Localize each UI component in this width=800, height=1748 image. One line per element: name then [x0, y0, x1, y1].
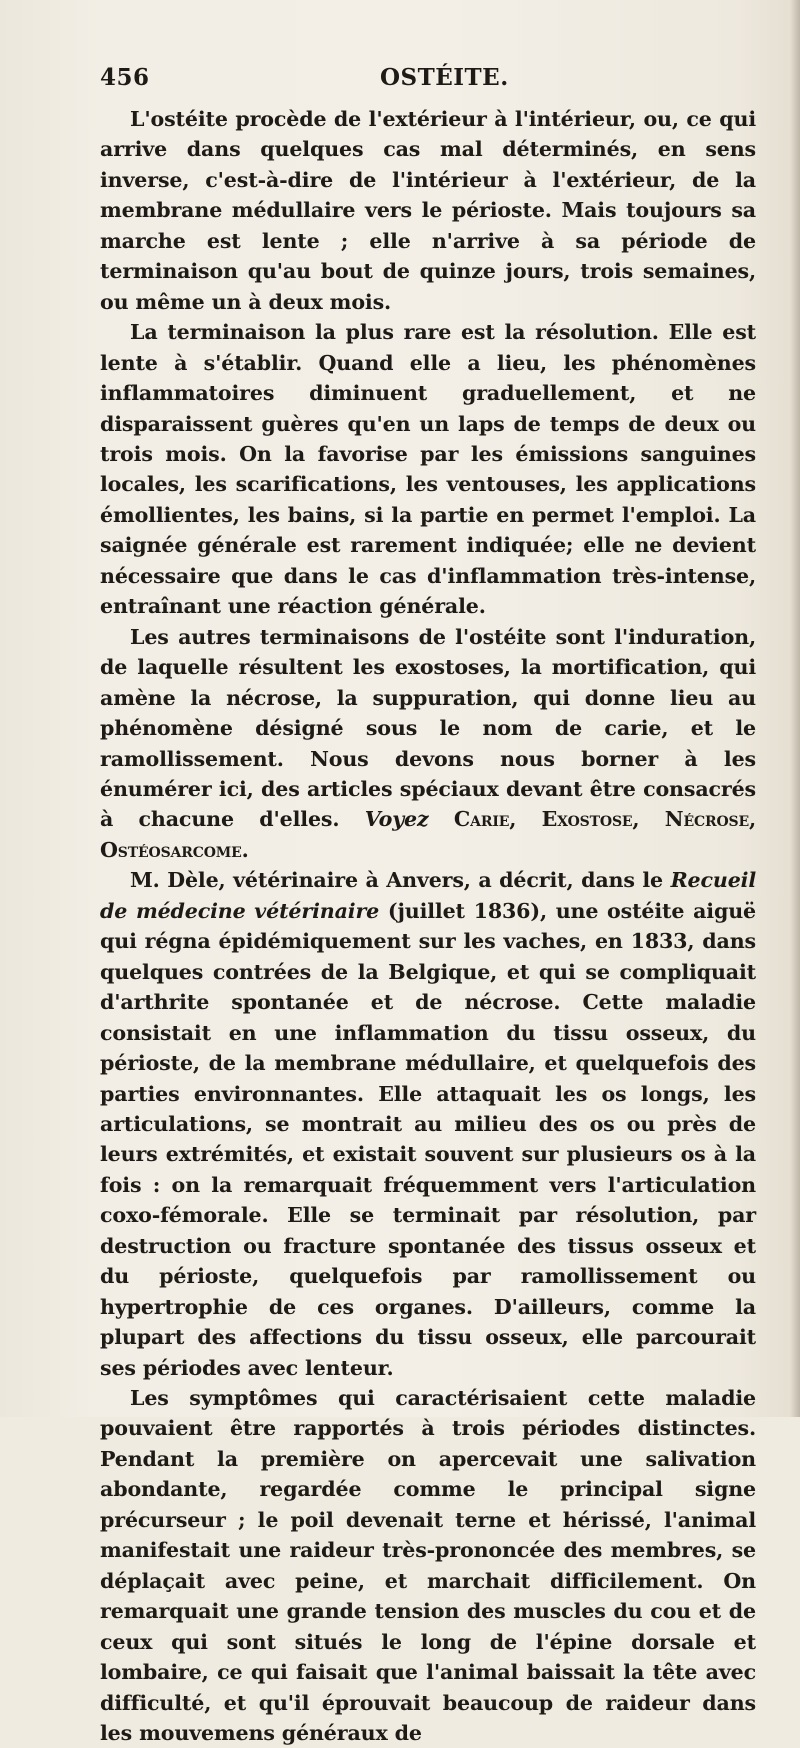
paragraph-4 [100, 865, 756, 1383]
body-text [100, 104, 756, 1748]
paragraph-3-text: Les autres terminaisons de l'ostéite sont l'induration, de laquelle résultent les exostoses, la mortification, qui amène la nécrose, la suppuration, qui donne lieu au phénomène désigné sous le nom de carie, et le ramollissement. Nous devons nous borner à les énumérer ici, des articles spéciaux devant être consacrés à chacune d'elles. [100, 624, 756, 832]
running-title: OSTÉITE. [380, 64, 509, 91]
page-number: 456 [100, 64, 150, 91]
paragraph-1: L'ostéite procède de l'extérieur à l'intérieur, ou, ce qui arrive dans quelques cas mal déterminés, en sens inverse, c'est-à-dire de l'intérieur à l'extérieur, de la membrane médullaire vers le périoste. Mais toujours sa marche est lente ; elle n'arrive à sa période de terminaison qu'au bout de quinze jours, trois semaines, ou même un à deux mois. [100, 107, 756, 314]
cross-references: Carie, Exostose, Nécrose, Ostéosarcome. [100, 807, 756, 862]
page-header [100, 64, 756, 100]
page-edge-shadow [790, 0, 800, 1417]
paragraph-2: La terminaison la plus rare est la résolution. Elle est lente à s'établir. Quand elle a lieu, les phénomènes inflammatoires diminuent graduellement, et ne disparaissent guères qu'en un laps de temps de deux ou trois mois. On la favorise par les émissions sanguines locales, les scarifications, les ventouses, les applications émollientes, les bains, si la partie en permet l'emploi. La saignée générale est rarement indiquée; elle ne devient nécessaire que dans le cas d'inflammation très-intense, entraînant une réaction générale. [100, 320, 756, 619]
journal-title: Recueil de médecine vétérinaire [100, 868, 756, 923]
paragraph-3 [100, 622, 756, 866]
paragraph-4-text: (juillet 1836), une ostéite aiguë qui régna épidémiquement sur les vaches, en 1833, dans quelques contrées de la Belgique, et qui se compliquait d'arthrite spontanée et de nécrose. Cette maladie consistait en une inflammation du tissu osseux, du périoste, de la membrane médullaire, et quelquefois des parties environnantes. Elle attaquait les os longs, les articulations, se montrait au milieu des os ou près de leurs extrémités, et existait souvent sur plusieurs os à la fois : on la remarquait fréquemment vers l'articulation coxo-fémorale. Elle se terminait par résolution, par destruction ou fracture spontanée des tissus osseux et du périoste, quelquefois par ramollissement ou hypertrophie de ces organes. D'ailleurs, comme la plupart des affections du tissu osseux, elle parcourait ses périodes avec lenteur. [100, 898, 756, 1380]
paragraph-5: Les symptômes qui caractérisaient cette maladie pouvaient être rapportés à trois périodes distinctes. Pendant la première on apercevait une salivation abondante, regardée comme le principal signe précurseur ; le poil devenait terne et hérissé, l'animal manifestait une raideur très-prononcée des membres, se déplaçait avec peine, et marchait difficilement. On remarquait une grande tension des muscles du cou et de ceux qui sont situés le long de l'épine dorsale et lombaire, ce qui faisait que l'animal baissait la tête avec difficulté, et qu'il éprouvait beaucoup de raideur dans les mouvemens généraux de [100, 1386, 756, 1746]
paragraph-4-intro: M. Dèle, vétérinaire à Anvers, a décrit, dans le [130, 868, 671, 893]
voyez-reference: Voyez [364, 807, 429, 832]
